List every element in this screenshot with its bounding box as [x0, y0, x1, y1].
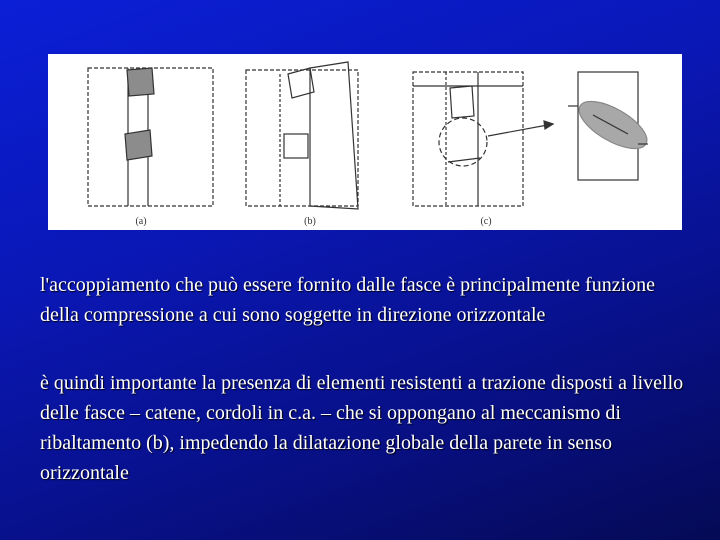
panel-a-damaged-spandrel-bottom	[125, 130, 152, 160]
panel-c-diagram	[413, 72, 553, 227]
paragraph-coupling: l'accoppiamento che può essere fornito dalle fasce è principalmente funzione della compressione a cui sono soggette in direzione orizzontale	[40, 274, 655, 326]
panel-c-detail-arrow	[488, 124, 553, 136]
panel-c-upper-spandrel	[450, 86, 474, 118]
paragraph-tension-elements: è quindi importante la presenza di elementi resistenti a trazione disposti a livello delle fasce – catene, cordoli in c.a. – che si oppongano al meccanismo di ribaltamento (b), impedendo la dilatazione globale della parete in senso orizzontale	[40, 372, 684, 484]
panel-b-opening	[284, 134, 308, 158]
panel-c-label: (c)	[480, 216, 492, 227]
panel-a-diagram	[88, 68, 213, 227]
panel-a-damaged-spandrel-top	[127, 68, 154, 96]
panel-c-outline	[413, 72, 523, 206]
panel-b-outline	[246, 70, 358, 206]
panel-b-rotated-pier	[310, 62, 358, 209]
panel-c-lower-spandrel	[448, 158, 480, 162]
panel-a-label: (a)	[135, 216, 147, 227]
detail-strut-diagram	[568, 72, 654, 180]
panel-b-diagram	[246, 62, 358, 227]
panel-c-arrowhead	[544, 121, 553, 129]
wall-mechanisms-figure	[48, 54, 682, 230]
panel-b-label: (b)	[304, 216, 316, 227]
detail-compression-strut	[572, 92, 654, 158]
